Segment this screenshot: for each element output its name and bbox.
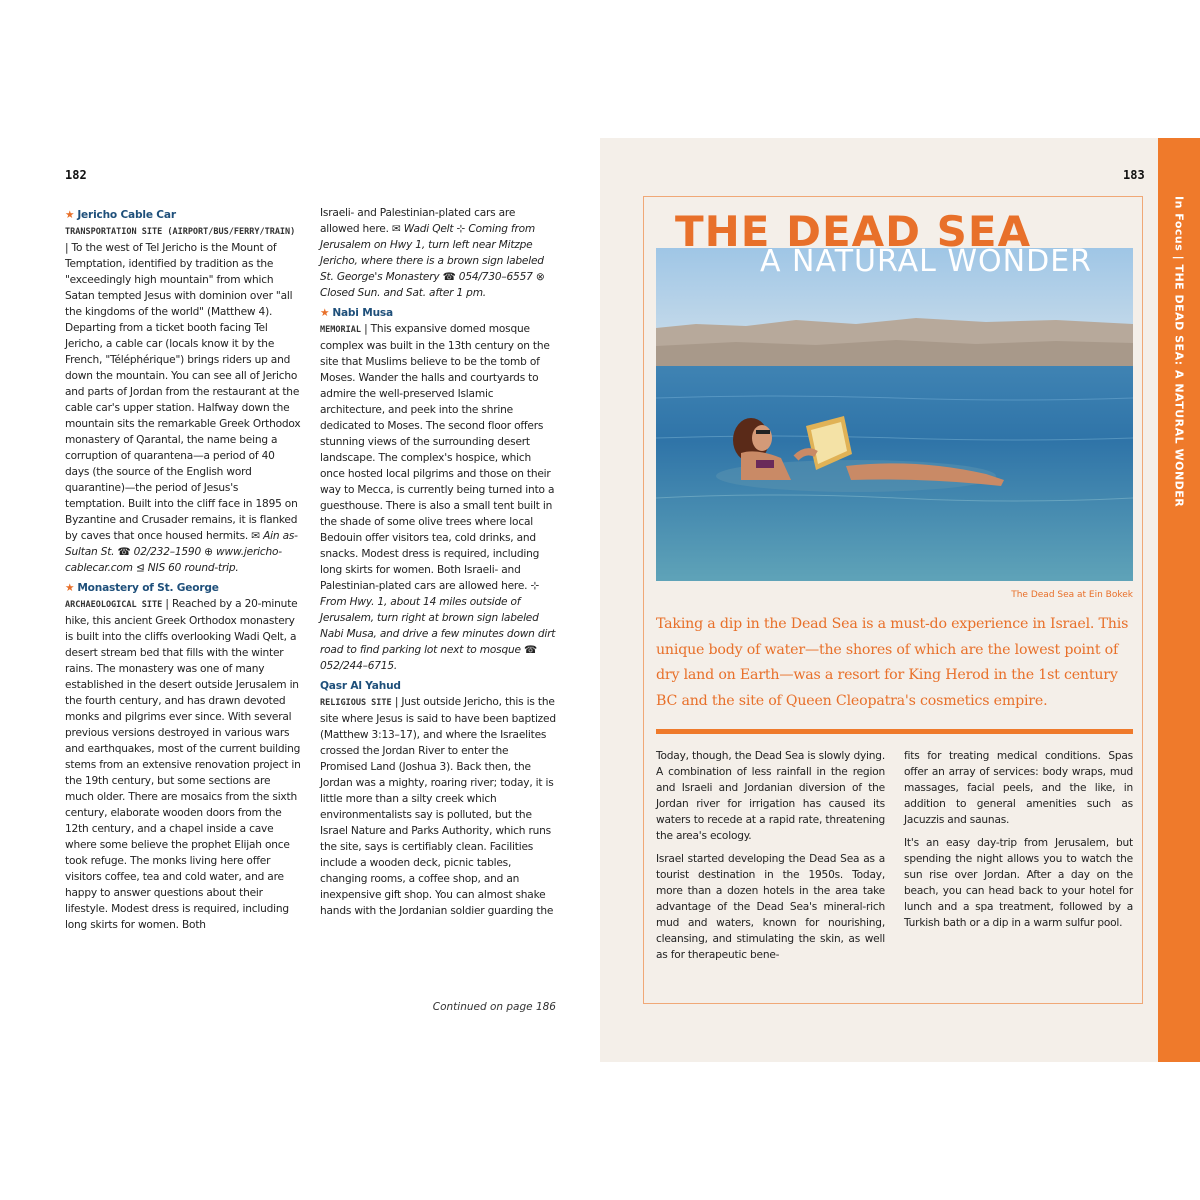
entry-title: ★ Nabi Musa — [320, 307, 393, 319]
feature-body-column-2 — [904, 748, 1133, 938]
side-tab — [1158, 138, 1200, 1062]
entry-monastery-st-george — [65, 580, 301, 933]
entry-category: ARCHAEOLOGICAL SITE — [65, 600, 163, 610]
feature-title: THE DEAD SEA — [675, 207, 1032, 256]
entry-qasr-al-yahud — [320, 678, 556, 919]
body-paragraph: Israel started developing the Dead Sea as a tourist destination in the 1950s. Today, more than a dozen hotels in the area take advantage of the Dead Sea's mineral-rich mud and waters, known for nourishing, cleansing, and stimulating the skin, as well as for therapeutic bene- — [656, 853, 885, 961]
orange-rule — [656, 729, 1133, 734]
entry-category: MEMORIAL — [320, 325, 361, 335]
star-icon: ★ — [320, 307, 330, 319]
feature-subtitle: A NATURAL WONDER — [760, 244, 1092, 279]
entry-jericho-cable-car — [65, 207, 301, 576]
entry-title: ★ Jericho Cable Car — [65, 209, 176, 221]
body-paragraph: Today, though, the Dead Sea is slowly dying. A combination of less rainfall in the region and Israeli and Jordanian diversion of the Jordan river for irrigation has caused its waters to recede at a rapid rate, threatening the area's ecology. — [656, 750, 885, 842]
photo-illustration — [656, 248, 1133, 581]
dead-sea-photo — [656, 248, 1133, 581]
entry-title: Qasr Al Yahud — [320, 680, 401, 692]
left-column-1 — [65, 205, 301, 937]
star-icon: ★ — [65, 209, 75, 221]
star-icon: ★ — [65, 582, 75, 594]
entry-nabi-musa — [320, 305, 556, 674]
entry-contact: ✉ Wadi Qelt ⊹ Coming from Jerusalem on Hwy 1, turn left near Mitzpe Jericho, where there is a brown sign labeled St. George's Monastery ☎ 054/730–6557 ⊗ Closed Sun. and Sat. after 1 pm. — [320, 223, 545, 299]
body-paragraph: It's an easy day-trip from Jerusalem, but spending the night allows you to watch the sun rise over Jordan. After a day on the beach, you can head back to your hotel for lunch and a spa treatment, followed by a Turkish bath or a dip in a warm sulfur pool. — [904, 837, 1133, 929]
page-number-left: 182 — [65, 168, 87, 182]
entry-contact: ⊹ From Hwy. 1, about 14 miles outside of Jerusalem, turn right at brown sign labeled Nabi Musa, and drive a few minutes down dirt road to find parking lot next to mosque ☎ 052/244–6715. — [320, 580, 556, 672]
entry-contact: ✉ Ain as-Sultan St. ☎ 02/232–1590 ⊕ www.jericho-cablecar.com ⊴ NIS 60 round-trip. — [65, 530, 298, 574]
entry-title: ★ Monastery of St. George — [65, 582, 219, 594]
side-tab-label: In Focus | THE DEAD SEA: A NATURAL WONDER — [1172, 196, 1186, 508]
entry-category: TRANSPORTATION SITE (AIRPORT/BUS/FERRY/TRAIN) — [65, 227, 296, 237]
entry-continuation — [320, 205, 556, 301]
entry-text: | To the west of Tel Jericho is the Mount of Temptation, identified by tradition as the "exceedingly high mountain" from which Satan tempted Jesus with dominion over "all the kingdoms of the world" (Matthew 4). Departing from a ticket booth facing Tel Jericho, a cable car (locals know it by the French, "Téléphérique") brings riders up and down the mountain. You can see all of Jericho and parts of Jordan from the restaurant at the cable car's upper station. Halfway down the mountain sits the remarkable Greek Orthodox monastery of Qarantal, the name being a corruption of quarantena—a period of 40 days (the source of the English word quarantine)—the period of Jesus's temptation. Built into the cliff face in 1895 on Byzantine and Crusader remains, it is flanked by caves that once housed hermits. — [65, 242, 301, 542]
continued-note: Continued on page 186 — [432, 1001, 556, 1013]
left-column-2 — [320, 205, 556, 923]
feature-intro: Taking a dip in the Dead Sea is a must-do experience in Israel. This unique body of water—the shores of which are the lowest point of dry land on Earth—was a resort for King Herod in the 1st century BC and the site of Queen Cleopatra's cosmetics empire. — [656, 616, 1129, 709]
entry-category: RELIGIOUS SITE — [320, 698, 392, 708]
entry-text: | This expansive domed mosque complex was built in the 13th century on the site that Muslims believe to be the tomb of Moses. Wander the halls and courtyards to admire the well-preserved Islamic architecture, and peek into the shrine dedicated to Moses. The second floor offers stunning views of the surrounding desert landscape. The complex's hospice, which once hosted local pilgrims and those on their way to Mecca, is currently being turned into a guesthouse. There is also a small tent built in the shade of some olive trees where local Bedouin offer visitors tea, cold drinks, and snacks. Modest dress is required, including long skirts for women. Both Israeli- and Palestinian-plated cars are allowed here. — [320, 323, 555, 592]
entry-text: | Reached by a 20-minute hike, this ancient Greek Orthodox monastery is built into the cliffs overlooking Wadi Qelt, a desert stream bed that fills with the winter rains. The monastery was one of many established in the desert outside Jerusalem in the fourth century, and has drawn devoted monks and pilgrims ever since. With several previous versions destroyed in various wars and earthquakes, most of the current building stems from an extensive renovation project in the 19th century, but some sections are much older. There are mosaics from the sixth century, elaborate wooden doors from the 12th century, and a chapel inside a cave where some believe the prophet Elijah once took refuge. The monks living here offer visitors coffee, tea and cold water, and are happy to answer questions about their lifestyle. Modest dress is required, including long skirts for women. Both — [65, 598, 301, 931]
page-number-right: 183 — [1123, 168, 1145, 182]
body-paragraph: fits for treating medical conditions. Spas offer an array of services: body wraps, mud massages, facial peels, and the like, in addition to general amenities such as Jacuzzis and saunas. — [904, 750, 1133, 826]
entry-text: | Just outside Jericho, this is the site where Jesus is said to have been baptized (Matthew 3:13–17), and where the Israelites crossed the Jordan River to enter the Promised Land (Joshua 3). Back then, the Jordan was a mighty, roaring river; today, it is little more than a silty creek which environmentalists say is polluted, but the Israel Nature and Parks Authority, which runs the site, says is certifiably clean. Facilities include a wooden deck, picnic tables, changing rooms, a coffee shop, and an inexpensive gift shop. You can almost shake hands with the Jordanian soldier guarding the — [320, 696, 556, 917]
photo-caption: The Dead Sea at Ein Bokek — [1011, 590, 1133, 600]
entry-text: Israeli- and Palestinian-plated cars are allowed here. — [320, 207, 516, 235]
feature-body-column-1 — [656, 748, 885, 970]
